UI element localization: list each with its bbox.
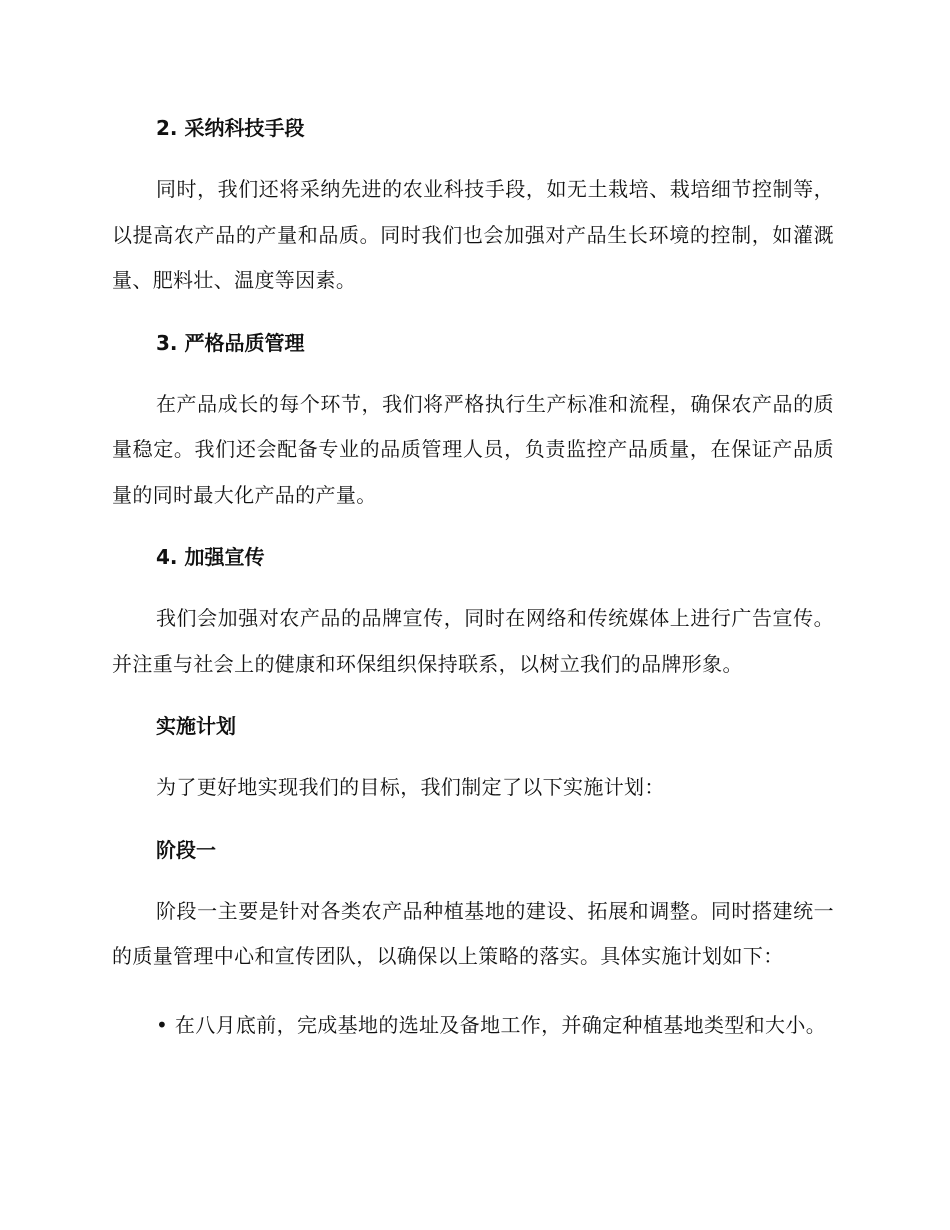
paragraph-stage-one: 阶段一主要是针对各类农产品种植基地的建设、拓展和调整。同时搭建统一的质量管理中心和宣传团队，以确保以上策略的落实。具体实施计划如下： <box>112 898 834 968</box>
bullet-item-site-selection: • 在八月底前，完成基地的选址及备地工作，并确定种植基地类型和大小。 <box>156 1012 827 1037</box>
paragraph-tech: 同时，我们还将采纳先进的农业科技手段，如无土栽培、栽培细节控制等，以提高农产品的产量和品质。同时我们也会加强对产品生长环境的控制，如灌溉量、肥料壮、温度等因素。 <box>112 177 834 292</box>
section-heading-promotion: 4. 加强宣传 <box>156 545 265 569</box>
section-heading-quality: 3. 严格品质管理 <box>156 330 305 355</box>
section-heading-tech: 2. 采纳科技手段 <box>156 116 305 140</box>
paragraph-quality: 在产品成长的每个环节，我们将严格执行生产标准和流程，确保农产品的质量稳定。我们还会配备专业的品质管理人员，负责监控产品质量，在保证产品质量的同时最大化产品的产量。 <box>112 391 834 507</box>
paragraph-plan-intro: 为了更好地实现我们的目标，我们制定了以下实施计划： <box>156 775 665 799</box>
paragraph-promotion: 我们会加强对农产品的品牌宣传，同时在网络和传统媒体上进行广告宣传。并注重与社会上的健康和环保组织保持联系，以树立我们的品牌形象。 <box>112 606 834 676</box>
section-heading-stage-one: 阶段一 <box>156 837 216 862</box>
section-heading-plan: 实施计划 <box>156 714 236 738</box>
document-body <box>112 112 834 1048</box>
